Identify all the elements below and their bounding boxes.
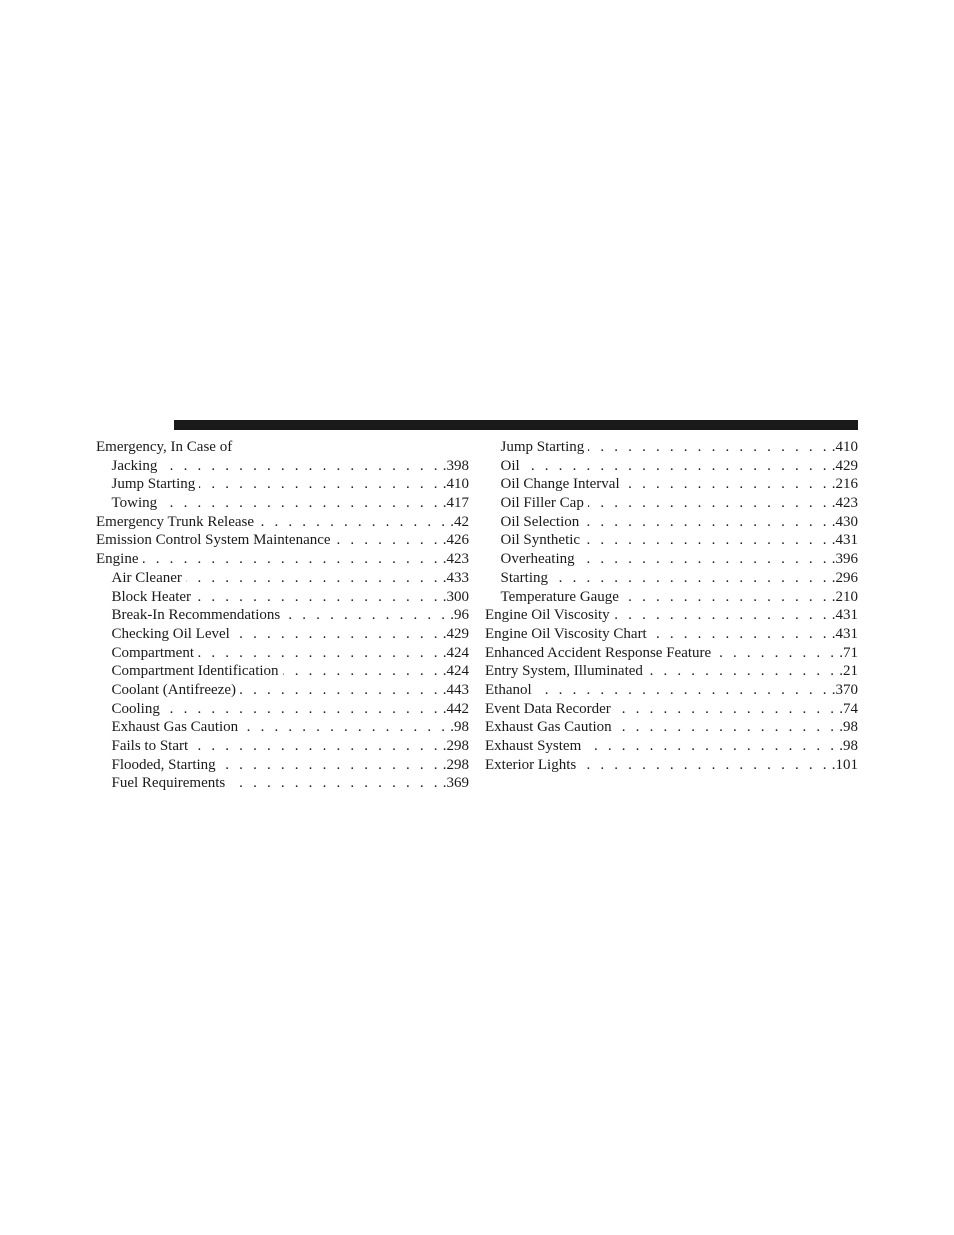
page-number: .431 [831,532,858,549]
index-subentry [96,774,469,793]
index-subentry [96,681,469,700]
page-number: .101 [831,756,858,773]
dot-leader [583,513,830,532]
index-term: Checking Oil Level [111,625,230,642]
index-term: Jacking [111,457,158,474]
index-term: Air Cleaner [111,569,182,586]
index-term: Exhaust Gas Caution [485,719,612,736]
index-term: Compartment [111,644,194,661]
dot-leader [335,531,441,550]
index-entry [485,606,858,625]
page-number: .298 [442,756,469,773]
index-term: Emergency, In Case of [96,439,233,455]
page-number: .431 [831,607,858,624]
index-entry [485,625,858,644]
page-number: .74 [839,700,858,717]
index-entry [96,550,469,569]
dot-leader [242,718,448,737]
index-term: Fuel Requirements [111,775,226,792]
index-term: Oil [500,457,520,474]
page-number: .423 [442,551,469,568]
page-number: .369 [442,775,469,792]
index-subentry [485,550,858,569]
index-term: Ethanol [485,681,532,698]
index-entry [485,700,858,719]
dot-leader [585,737,837,756]
index-entry [485,737,858,756]
page-number: .210 [831,588,858,605]
index-entry [96,513,469,532]
index-term: Jump Starting [500,439,585,455]
page-number: .216 [831,476,858,493]
index-entry [96,438,469,457]
index-subentry [96,737,469,756]
page-number: .429 [831,457,858,474]
index-term: Coolant (Antifreeze) [111,681,237,698]
index-term: Cooling [111,700,160,717]
index-subentry [96,625,469,644]
index-term: Oil Synthetic [500,532,581,549]
index-subentry [96,606,469,625]
dot-leader [192,737,441,756]
index-term: Compartment Identification [111,663,279,680]
index-subentry [485,531,858,550]
page-number: .42 [450,513,469,530]
index-subentry [485,475,858,494]
index-subentry [96,569,469,588]
dot-leader [195,588,441,607]
dot-leader [524,457,830,476]
index-term: Flooded, Starting [111,756,216,773]
dot-leader [198,644,441,663]
index-term: Engine Oil Viscosity Chart [485,625,647,642]
page-number: .410 [442,476,469,493]
dot-leader [579,550,830,569]
index-term: Starting [500,569,548,586]
page-number: .300 [442,588,469,605]
dot-leader [143,550,441,569]
dot-leader [584,531,830,550]
index-term: Towing [111,495,158,512]
index-entry [485,756,858,775]
index-subentry [96,457,469,476]
page-number: .417 [442,495,469,512]
index-term: Jump Starting [111,476,196,493]
dot-leader [616,718,838,737]
page-number: .423 [831,495,858,512]
index-entry [485,662,858,681]
index-subentry [96,662,469,681]
index-subentry [485,569,858,588]
page-number: .442 [442,700,469,717]
page-number: .96 [450,607,469,624]
dot-leader [614,606,830,625]
page-number: .71 [839,644,858,661]
dot-leader [651,625,830,644]
index-term: Emergency Trunk Release [96,513,255,530]
page-number: .429 [442,625,469,642]
index-term: Event Data Recorder [485,700,611,717]
index-term: Oil Filler Cap [500,495,584,512]
page-number: .296 [831,569,858,586]
dot-leader [234,625,441,644]
index-subentry [96,700,469,719]
index-term: Exterior Lights [485,756,577,773]
dot-leader [536,681,830,700]
dot-leader [164,700,441,719]
page-number: .98 [839,719,858,736]
dot-leader [647,662,837,681]
index-term: Oil Selection [500,513,580,530]
index-term: Exhaust Gas Caution [111,719,239,736]
page-number: .431 [831,625,858,642]
index-subentry [96,588,469,607]
dot-leader [220,756,441,775]
page-number: .398 [442,457,469,474]
dot-leader [580,756,830,775]
index-subentry [96,718,469,737]
dot-leader [161,494,441,513]
index-term: Emission Control System Maintenance [96,532,331,549]
page-number: .396 [831,551,858,568]
index-subentry [96,644,469,663]
index-subentry [485,457,858,476]
index-entry [485,718,858,737]
index-term: Oil Change Interval [500,476,620,493]
page-number: .424 [442,663,469,680]
dot-leader [161,457,440,476]
index-entry [485,681,858,700]
index-entry [96,531,469,550]
dot-leader [715,644,837,663]
index-subentry [485,588,858,607]
index-term: Enhanced Accident Response Feature [485,644,712,661]
page-number: .370 [831,681,858,698]
index-term: Engine [96,551,139,568]
page-number: .433 [442,569,469,586]
index-subentry [485,438,858,457]
index-term: Overheating [500,551,575,568]
dot-leader [588,494,830,513]
index-term: Break-In Recommendations [111,607,281,624]
index-term: Temperature Gauge [500,588,619,605]
dot-leader [588,438,829,457]
index-term: Fails to Start [111,738,189,754]
page-number: .410 [831,439,858,455]
dot-leader [623,588,830,607]
dot-leader [199,475,440,494]
dot-leader [186,569,441,588]
dot-leader [615,700,837,719]
dot-leader [552,569,830,588]
index-entry [485,644,858,663]
index-term: Engine Oil Viscosity [485,607,610,624]
index-term: Block Heater [111,588,192,605]
page-number: .430 [831,513,858,530]
page-number: .21 [839,663,858,680]
index-subentry [96,475,469,494]
index-subentry [485,494,858,513]
index-subentry [96,494,469,513]
dot-leader [240,681,441,700]
page-number: .443 [442,681,469,698]
dot-leader [229,774,441,793]
index-term: Entry System, Illuminated [485,663,643,680]
dot-leader [284,606,448,625]
index-column-right [485,438,858,774]
page-number: .424 [442,644,469,661]
index-term: Exhaust System [485,738,582,754]
index-subentry [96,756,469,775]
dot-leader [258,513,448,532]
index-column-left [96,438,469,793]
dot-leader [624,475,830,494]
page-number: .426 [442,532,469,549]
dot-leader [283,662,441,681]
page-number: .98 [839,738,858,754]
index-subentry [485,513,858,532]
header-rule [174,420,858,430]
page-number: .98 [450,719,469,736]
page-number: .298 [442,738,469,754]
